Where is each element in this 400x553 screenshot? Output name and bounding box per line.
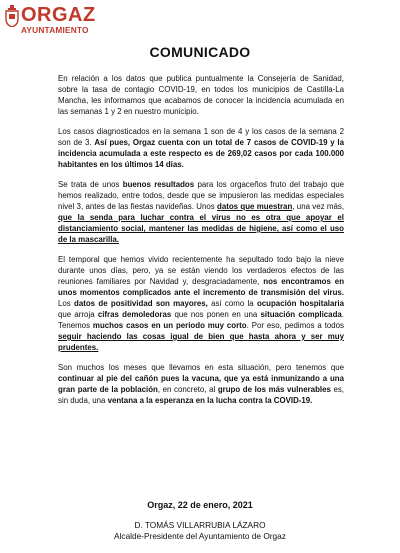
- p3-underline-d: datos que muestran: [217, 202, 293, 211]
- paragraph-1: En relación a los datos que publica puntualmente la Consejería de Sanidad, sobre la tasa de contagio COVID-19, en todos los municipios de Castilla-La Mancha, les informamos que acabamos de conocer la incidencia acumulada en las semanas 1 y 2 en nuestro municipio.: [58, 74, 344, 116]
- p2-text: Los casos diagnosticados en la semana 1 son de 4 y los casos de la semana 2 son de 3.: [58, 127, 344, 147]
- p5-text-a: Son muchos los meses que llevamos en esta situación, pero tenemos que: [58, 363, 344, 372]
- p4-bold-d: datos de positividad son mayores,: [74, 299, 208, 308]
- p4-text-e: así como la: [207, 299, 257, 308]
- p4-text-a: El temporal que hemos vivido recientemente ha sepultado todo bajo la nieve durante unos días, pero, ya se están viendo los verdaderos efectos de las reuniones familiares por Navidad y, desgraciadamente,: [58, 255, 344, 286]
- p4-text-m: . Por eso, pedimos a todos: [246, 321, 344, 330]
- p5-bold-b: continuar al pie del cañón pues la vacuna, que ya está inmunizando a una gran parte de la población: [58, 374, 344, 394]
- p3-text-e: , una vez más,: [292, 202, 345, 211]
- document-body: [58, 73, 344, 415]
- p5-bold-f: ventana a la esperanza en la lucha contra la COVID-19.: [107, 396, 313, 405]
- p3-text-c: para los orgaceños fruto del trabajo que hemos realizado, entre todos, desde que se impusieron las medidas especiales nivel 3, antes de las fiestas navideñas. Unos: [58, 180, 344, 211]
- p4-text-c: Los: [58, 299, 75, 308]
- paragraph-4: [58, 254, 344, 353]
- signature-date: Orgaz, 22 de enero, 2021: [147, 500, 253, 510]
- logo-subtitle: AYUNTAMIENTO: [21, 25, 89, 35]
- p4-text-k: . Tenemos: [58, 310, 344, 330]
- p2-bold: Así pues, Orgaz cuenta con un total de 7 casos de COVID-19 y la incidencia acumulada a este respecto es de 269,02 casos por cada 100.000 habitantes en los últimos 14 días.: [58, 138, 344, 169]
- p3-text-a: Se trata de unos: [58, 180, 123, 189]
- p4-bold-l: muchos casos en un periodo muy corto: [92, 321, 247, 330]
- p3-underline-f: que la senda para luchar contra el virus no es otra que apoyar el distanciamiento social, mantener las medidas de higiene, así como el uso de la mascarilla.: [58, 213, 344, 244]
- logo-name: ORGAZ: [21, 4, 96, 26]
- ayuntamiento-logo: [5, 5, 96, 34]
- p4-bold-j: situación complicada: [260, 310, 342, 319]
- p5-text-e: es, sin duda, una: [58, 385, 345, 405]
- paragraph-2: [58, 126, 344, 170]
- p4-underline-n: seguir haciendo las cosas igual de bien que hasta ahora y ser muy prudentes.: [58, 332, 344, 352]
- p5-bold-d: grupo de los más vulnerables: [217, 385, 331, 394]
- signer-name: D. TOMÁS VILLARRUBIA LÁZARO: [134, 520, 266, 530]
- document-title: COMUNICADO: [149, 44, 251, 60]
- p5-text-c: , en concreto, al: [157, 385, 218, 394]
- p4-text-g: que arroja: [58, 310, 98, 319]
- paragraph-5: [58, 362, 344, 406]
- signer-role: Alcalde-Presidente del Ayuntamiento de Orgaz: [114, 531, 286, 541]
- p4-bold-f: ocupación hospitalaria: [256, 299, 344, 308]
- coat-of-arms-icon: [5, 5, 19, 27]
- p4-bold-b: nos encontramos en unos momentos complicados ante el incremento de transmisión del virus.: [58, 277, 345, 297]
- p4-text-i: que nos ponen en una: [171, 310, 261, 319]
- paragraph-3: [58, 179, 344, 245]
- p3-bold-b: buenos resultados: [122, 180, 195, 189]
- p4-bold-h: cifras demoledoras: [97, 310, 172, 319]
